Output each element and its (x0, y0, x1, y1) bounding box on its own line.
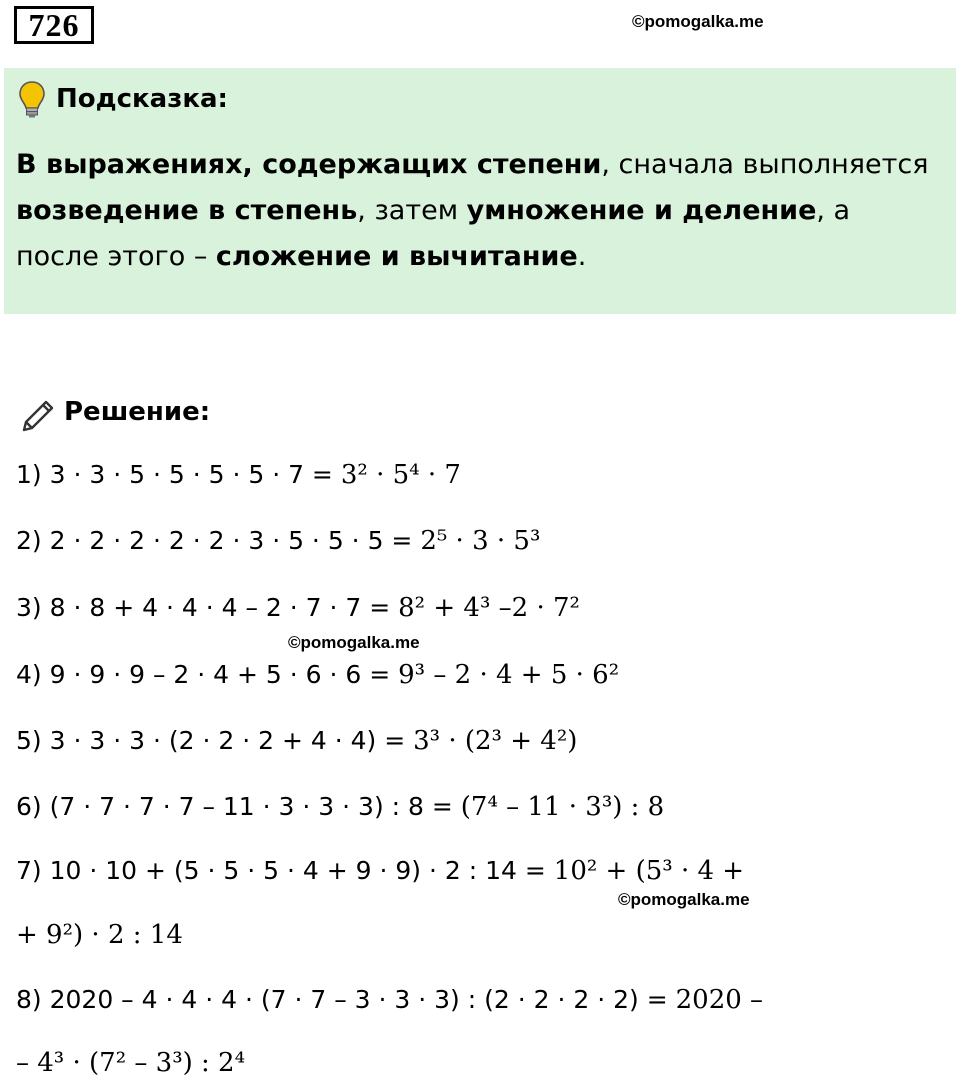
solution-line-5: 5) 3 · 3 · 3 · (2 · 2 · 2 + 4 · 4) = 3³ · (2³ + 4²) (16, 726, 578, 756)
hint-text: В выражениях, содержащих степени, сначала выполняется возведение в степень, затем умножение и деление, а после этого – сложение и вычитание. (16, 149, 929, 272)
hint-title: Подсказка: (56, 84, 228, 114)
solution-header (18, 392, 210, 432)
solution-line-8-cont: – 4³ · (7² – 3³) : 2⁴ (16, 1048, 246, 1078)
lightbulb-icon (18, 80, 46, 118)
watermark-middle: ©pomogalka.me (288, 633, 420, 652)
watermark-top: ©pomogalka.me (632, 12, 764, 31)
solution-line-4: 4) 9 · 9 · 9 – 2 · 4 + 5 · 6 · 6 = 9³ – 2 · 4 + 5 · 6² (16, 660, 620, 690)
solution-line-1: 1) 3 · 3 · 5 · 5 · 5 · 5 · 7 = 3² · 5⁴ · 7 (16, 460, 461, 490)
solution-line-8: 8) 2020 – 4 · 4 · 4 · (7 · 7 – 3 · 3 · 3) : (2 · 2 · 2 · 2) = 2020 – (16, 985, 764, 1015)
solution-line-7-cont: + 9²) · 2 : 14 (16, 920, 183, 950)
problem-number: 726 (14, 6, 94, 44)
solution-line-2: 2) 2 · 2 · 2 · 2 · 2 · 3 · 5 · 5 · 5 = 2⁵ · 3 · 5³ (16, 526, 541, 556)
pencil-icon (18, 392, 58, 432)
hint-header (18, 80, 228, 118)
solution-title: Решение: (64, 397, 211, 427)
solution-line-7: 7) 10 · 10 + (5 · 5 · 5 · 4 + 9 · 9) · 2 : 14 = 10² + (5³ · 4 + (16, 856, 745, 886)
solution-line-3: 3) 8 · 8 + 4 · 4 · 4 – 2 · 7 · 7 = 8² + 4³ –2 · 7² (16, 593, 580, 623)
hint-box (4, 68, 956, 314)
solution-line-6: 6) (7 · 7 · 7 · 7 – 11 · 3 · 3 · 3) : 8 = (7⁴ – 11 · 3³) : 8 (16, 792, 665, 822)
watermark-bottom: ©pomogalka.me (618, 890, 750, 909)
